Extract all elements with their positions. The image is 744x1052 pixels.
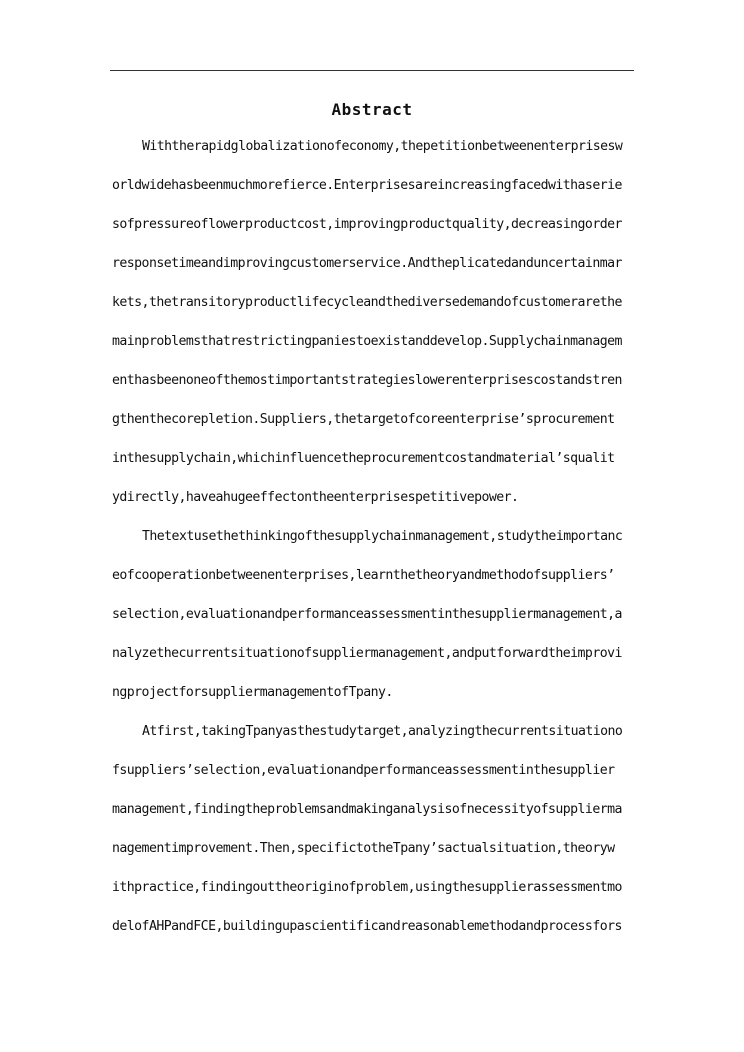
paragraph-line: selection,evaluationandperformanceassessmentinthesuppliermanagement,a xyxy=(112,607,622,622)
paragraph-line: gthenthecorepletion.Suppliers,thetargetofcoreenterprise’sprocurement xyxy=(112,412,615,427)
abstract-title: Abstract xyxy=(331,100,413,119)
paragraph-line: ngprojectforsuppliermanagementofTpany. xyxy=(112,685,393,700)
paragraph-first-line: Atfirst,takingTpanyasthestudytarget,analyzingthecurrentsituationo xyxy=(142,724,623,739)
paragraph-line: management,findingtheproblemsandmakinganalysisofnecessityofsupplierma xyxy=(112,802,622,817)
paragraph-line: mainproblemsthatrestrictingpaniestoexistanddevelop.Supplychainmanagem xyxy=(112,334,622,349)
paragraph-line: fsuppliers’selection,evaluationandperformanceassessmentinthesupplier xyxy=(112,763,615,778)
paragraph-line: sofpressureoflowerproductcost,improvingproductquality,decreasingorder xyxy=(112,217,622,232)
paragraph-line: eofcooperationbetweenenterprises,learnthetheoryandmethodofsuppliers’ xyxy=(112,568,615,583)
paragraph-line: enthasbeenoneofthemostimportantstrategieslowerenterprisescostandstren xyxy=(112,373,622,388)
paragraph-first-line: Withtherapidglobalizationofeconomy,thepetitionbetweenenterprisesw xyxy=(142,139,623,154)
paragraph-line: nagementimprovement.Then,specifictotheTpany’sactualsituation,theoryw xyxy=(112,841,615,856)
paragraph-line: kets,thetransitoryproductlifecycleandthediversedemandofcustomerarethe xyxy=(112,295,622,310)
paragraph-line: responsetimeandimprovingcustomerservice.Andtheplicatedanduncertainmar xyxy=(112,256,622,271)
paragraph-line: inthesupplychain,whichinfluencetheprocurementcostandmaterial’squalit xyxy=(112,451,615,466)
paragraph-first-line: Thetextusethethinkingofthesupplychainmanagement,studytheimportanc xyxy=(142,529,623,544)
paragraph-line: ithpractice,findingouttheoriginofproblem,usingthesupplierassessmentmo xyxy=(112,880,622,895)
header-rule xyxy=(110,70,634,71)
paragraph-line: ydirectly,haveahugeeffectontheenterprisespetitivepower. xyxy=(112,490,519,505)
paragraph-line: orldwidehasbeenmuchmorefierce.Enterprisesareincreasingfacedwithaserie xyxy=(112,178,622,193)
paragraph-line: nalyzethecurrentsituationofsuppliermanagement,andputforwardtheimprovi xyxy=(112,646,622,661)
paragraph-line: delofAHPandFCE,buildingupascientificandreasonablemethodandprocessfors xyxy=(112,919,622,934)
